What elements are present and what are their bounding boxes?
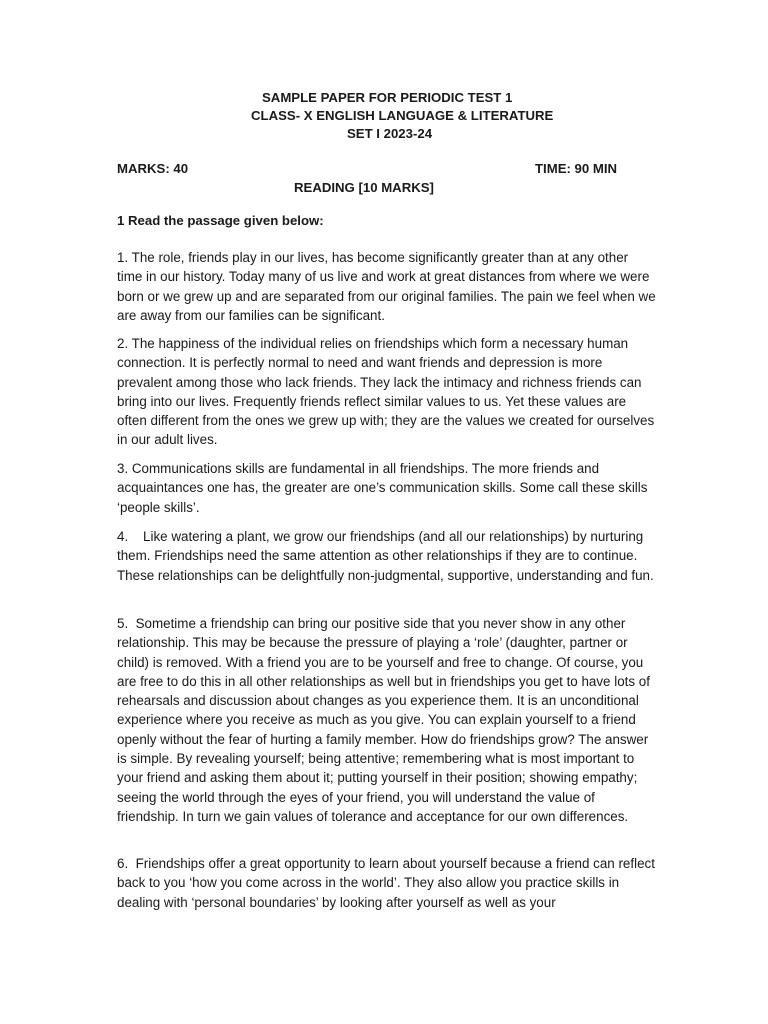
set-line: SET I 2023-24 [347,126,433,141]
section-heading: READING [10 MARKS] [294,180,434,195]
paper-title: SAMPLE PAPER FOR PERIODIC TEST 1 [262,90,513,105]
paragraph-2: 2. The happiness of the individual relies on friendships which form a necessary human connection. It is perfectly normal to need and want friends and depression is more prevalent among those who lack friends. They lack the intimacy and richness friends can bring into our lives. Frequently friends reflect similar values to us. Yet these values are often different from the ones we grew up with; they are the values we created for ourselves in our adult lives. [117,336,655,448]
paragraph-5: 5. Sometime a friendship can bring our positive side that you never show in any other relationship. This may be because the pressure of playing a ‘role’ (daughter, partner or child) is removed. With a friend you are to be yourself and free to change. Of course, you are free to do this in all other relationships as well but in friendships you get to have lots of rehearsals and discussion about changes as you experience them. It is an unconditional experience where you receive as much as you give. You can explain yourself to a friend openly without the fear of hurting a family member. How do friendships grow? The answer is simple. By revealing yourself; being attentive; remembering what is most important to your friend and asking them about it; putting yourself in their position; showing empathy; seeing the world through the eyes of your friend, you will understand the value of friendship. In turn we gain values of tolerance and acceptance for our own differences. [117,616,650,824]
paragraph-6: 6. Friendships offer a great opportunity to learn about yourself because a friend can reflect back to you ‘how you come across in the world’. They also allow you practice skills in dealing with ‘personal boundaries’ by looking after yourself as well as your [117,856,655,910]
paragraph-4: 4. Like watering a plant, we grow our friendships (and all our relationships) by nurturing them. Friendships need the same attention as other relationships if they are to continue. These relationships can be delightfully non-judgmental, supportive, understanding and fun. [117,529,654,583]
paragraph-1: 1. The role, friends play in our lives, has become significantly greater than at any other time in our history. Today many of us live and work at great distances from where we were born or we grew up and are separated from our original families. The pain we feel when we are away from our families can be significant. [117,250,656,323]
question-instruction: 1 Read the passage given below: [117,213,324,228]
time-label: TIME: 90 MIN [535,161,618,176]
class-line: CLASS- X ENGLISH LANGUAGE & LITERATURE [251,108,554,123]
paragraph-3: 3. Communications skills are fundamental in all friendships. The more friends and acquaintances one has, the greater are one’s communication skills. Some call these skills ‘people skills’. [117,461,648,515]
marks-label: MARKS: 40 [117,161,189,176]
